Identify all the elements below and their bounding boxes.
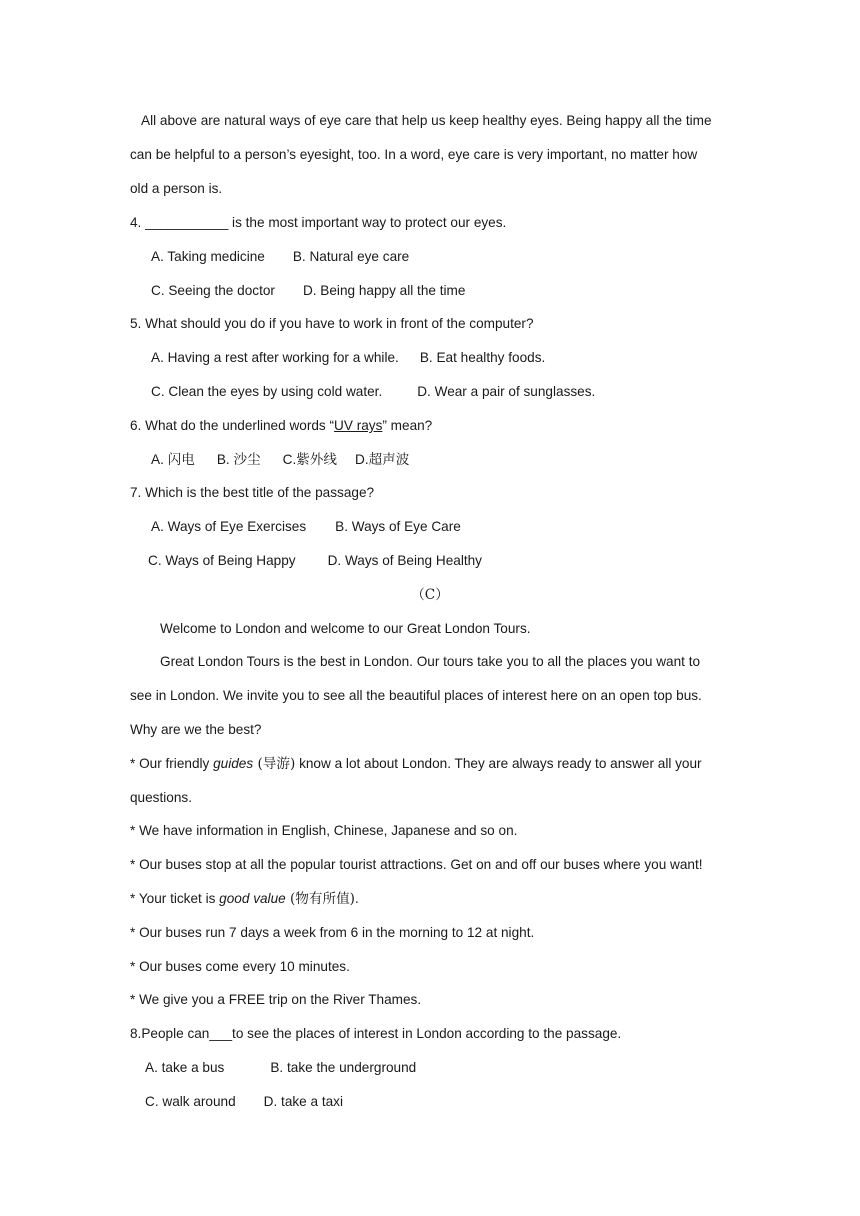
option-b: B. 沙尘	[216, 452, 261, 468]
paragraph-line: can be helpful to a person’s eyesight, too. In a word, eye care is very important, no matter how	[130, 147, 698, 162]
question-8-options-row-2	[145, 1093, 343, 1111]
question-6-options	[151, 451, 409, 469]
option-a: A. Ways of Eye Exercises	[151, 519, 307, 534]
welcome-line: Welcome to London and welcome to our Great London Tours.	[160, 621, 531, 636]
bullet-guides: * Our friendly guides (导游) know a lot about London. They are always ready to answer all your	[130, 756, 702, 772]
question-7-options-row-2	[148, 552, 482, 570]
question-5-options-row-2	[151, 383, 595, 401]
option-b: B. Eat healthy foods.	[419, 350, 546, 365]
question-4-stem: 4. ___________ is the most important way to protect our eyes.	[130, 215, 507, 230]
option-c: C.紫外线	[282, 452, 337, 468]
question-8-stem: 8.People can___to see the places of interest in London according to the passage.	[130, 1026, 622, 1041]
question-7-options-row-1	[151, 518, 461, 536]
intro-line: see in London. We invite you to see all the beautiful places of interest here on an open top bus.	[130, 688, 702, 703]
question-7-stem: 7. Which is the best title of the passage?	[130, 485, 375, 500]
paragraph-line: old a person is.	[130, 181, 223, 196]
option-a: A. Having a rest after working for a while.	[151, 350, 399, 365]
option-b: B. take the underground	[270, 1060, 417, 1075]
option-c: C. Seeing the doctor	[151, 283, 275, 298]
question-4-options-row-1	[151, 248, 409, 266]
option-d: D. Being happy all the time	[302, 283, 466, 298]
question-6-stem: 6. What do the underlined words “UV rays” mean?	[130, 418, 433, 433]
option-d: D. Wear a pair of sunglasses.	[417, 384, 596, 399]
intro-line: Why are we the best?	[130, 722, 262, 737]
question-8-options-row-1	[145, 1059, 416, 1077]
option-c: C. Ways of Being Happy	[148, 553, 296, 568]
bullet-guides-continued: questions.	[130, 790, 192, 805]
option-d: D.超声波	[355, 452, 410, 468]
intro-line: Great London Tours is the best in London. Our tours take you to all the places you want to	[160, 654, 701, 669]
option-a: A. Taking medicine	[151, 249, 265, 264]
bullet-schedule: * Our buses run 7 days a week from 6 in the morning to 12 at night.	[130, 925, 535, 940]
option-d: D. take a taxi	[263, 1094, 344, 1109]
bullet-free-trip: * We give you a FREE trip on the River Thames.	[130, 992, 422, 1007]
option-c: C. walk around	[145, 1094, 236, 1109]
option-b: B. Ways of Eye Care	[335, 519, 461, 534]
option-a: A. take a bus	[145, 1060, 225, 1075]
bullet-frequency: * Our buses come every 10 minutes.	[130, 959, 350, 974]
section-c-heading: （C）	[411, 587, 449, 603]
underlined-words: UV rays	[334, 418, 383, 433]
bullet-bus-stops: * Our buses stop at all the popular tourist attractions. Get on and off our buses where you want!	[130, 857, 703, 872]
paragraph-line: All above are natural ways of eye care that help us keep healthy eyes. Being happy all the time	[141, 113, 712, 128]
bullet-languages: * We have information in English, Chinese, Japanese and so on.	[130, 823, 518, 838]
question-4-options-row-2	[151, 282, 465, 300]
option-a: A. 闪电	[151, 452, 195, 468]
bullet-ticket-value: * Your ticket is good value (物有所值).	[130, 891, 359, 907]
option-c: C. Clean the eyes by using cold water.	[151, 384, 383, 399]
question-5-options-row-1	[151, 349, 545, 367]
option-d: D. Ways of Being Healthy	[327, 553, 482, 568]
question-5-stem: 5. What should you do if you have to work in front of the computer?	[130, 316, 534, 331]
option-b: B. Natural eye care	[292, 249, 410, 264]
